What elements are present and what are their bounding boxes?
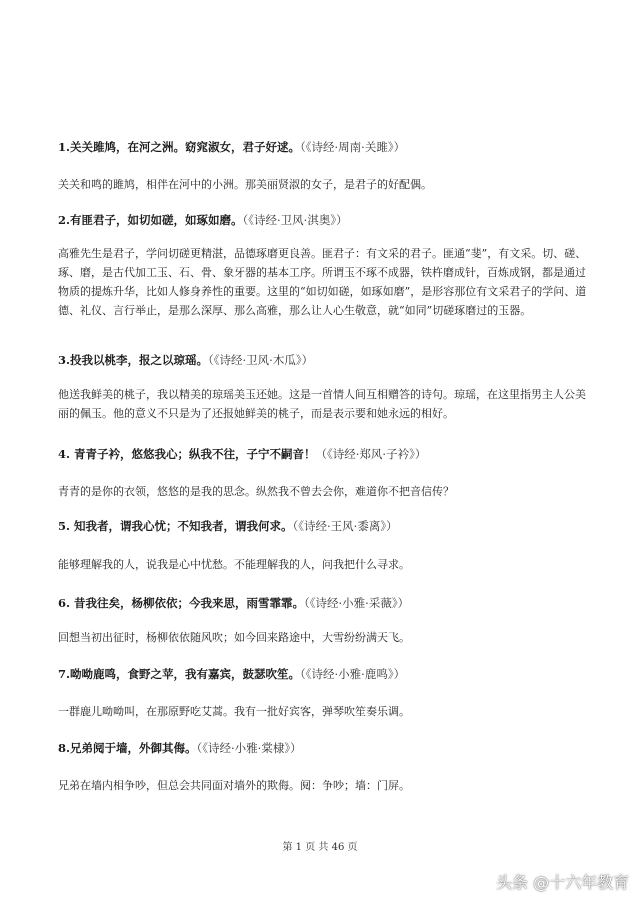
- entry-1-quote: 1.关关雎鸠，在河之洲。窈窕淑女，君子好逑。: [58, 140, 301, 154]
- entry-4-translation: 青青的是你的衣领，悠悠的是我的思念。纵然我不曾去会你，难道你不把音信传？: [58, 485, 454, 498]
- entry-8-source: （《诗经·小雅·棠棣》）: [196, 741, 302, 755]
- entry-5-quote: 5. 知我者，谓我心忧；不知我者，谓我何求。: [58, 519, 293, 533]
- entry-7-source: （《诗经·小雅·鹿鸣》）: [300, 667, 406, 681]
- entry-6-translation: 回想当初出征时，杨柳依依随风吹；如今回来路途中，大雪纷纷满天飞。: [58, 631, 410, 644]
- entry-6-quote: 6. 昔我往矣，杨柳依依；今我来思，雨雪霏霏。: [58, 596, 305, 610]
- entry-7-title: [58, 666, 588, 682]
- entry-2-title: [58, 212, 588, 228]
- entry-6-source: （《诗经·小雅·采薇》）: [304, 596, 410, 610]
- entry-4-quote: 4. 青青子衿，悠悠我心；纵我不往，子宁不嗣音！: [58, 447, 316, 461]
- entry-3-translation: 他送我鲜美的桃子，我以精美的琼瑶美玉还她。这是一首情人间互相赠答的诗句。琼瑶，在这里指男主人公美丽的佩玉。他的意义不只是为了还报她鲜美的桃子，而是表示要和她永远的相好。: [58, 388, 586, 420]
- watermark-label: 头条 @十六年教育: [496, 873, 630, 892]
- entry-8-translation: 兄弟在墙内相争吵，但总会共同面对墙外的欺侮。阋：争吵；墙：门屏。: [58, 779, 410, 792]
- entry-5-source: （《诗经·王风·黍离》）: [292, 519, 398, 533]
- entry-2-source: （《诗经·卫风·淇奥》）: [242, 213, 348, 227]
- entry-3-title: [58, 352, 588, 368]
- entry-3-quote: 3.投我以桃李，报之以琼瑶。: [58, 353, 209, 367]
- entry-1-title: [58, 139, 588, 155]
- entry-8-quote: 8.兄弟阋于墙，外御其侮。: [58, 741, 197, 755]
- entry-8-title: [58, 740, 588, 756]
- entry-4-source: （《诗经·郑风·子衿》）: [315, 447, 427, 461]
- entry-4-title: [58, 446, 588, 462]
- entry-2-quote: 2.有匪君子，如切如磋，如琢如磨。: [58, 213, 243, 227]
- entry-3-source: （《诗经·卫风·木瓜》）: [208, 353, 314, 367]
- page-number-footer: 第 1 页 共 46 页: [282, 842, 358, 853]
- entry-5-translation: 能够理解我的人，说我是心中忧愁。不能理解我的人，问我把什么寻求。: [58, 558, 410, 571]
- entry-2-translation: 高雅先生是君子，学问切磋更精湛，品德琢磨更良善。匪君子：有文采的君子。匪通“斐”，有文采。切、磋、琢、磨，是古代加工玉、石、骨、象牙器的基本工序。所谓玉不琢不成器，铁杵磨成针，百炼成钢，都是通过物质的提炼升华，比如人修身养性的重要。这里的“如切如磋，如琢如磨”，是形容那位有文采君子的学问、道德、礼仪、言行举止，是那么深厚、那么高雅，那么让人心生敬意，就“如同”切磋琢磨过的玉器。: [58, 247, 587, 317]
- entry-6-title: [58, 595, 588, 611]
- entry-5-title: [58, 518, 588, 534]
- entry-1-translation: 关关和鸣的雎鸠，相伴在河中的小洲。那美丽贤淑的女子，是君子的好配偶。: [58, 178, 432, 191]
- entry-7-translation: 一群鹿儿呦呦叫，在那原野吃艾蒿。我有一批好宾客，弹琴吹笙奏乐调。: [58, 705, 410, 718]
- entry-1-source: （《诗经·周南·关雎》）: [300, 140, 406, 154]
- entry-7-quote: 7.呦呦鹿鸣，食野之苹，我有嘉宾，鼓瑟吹笙。: [58, 667, 301, 681]
